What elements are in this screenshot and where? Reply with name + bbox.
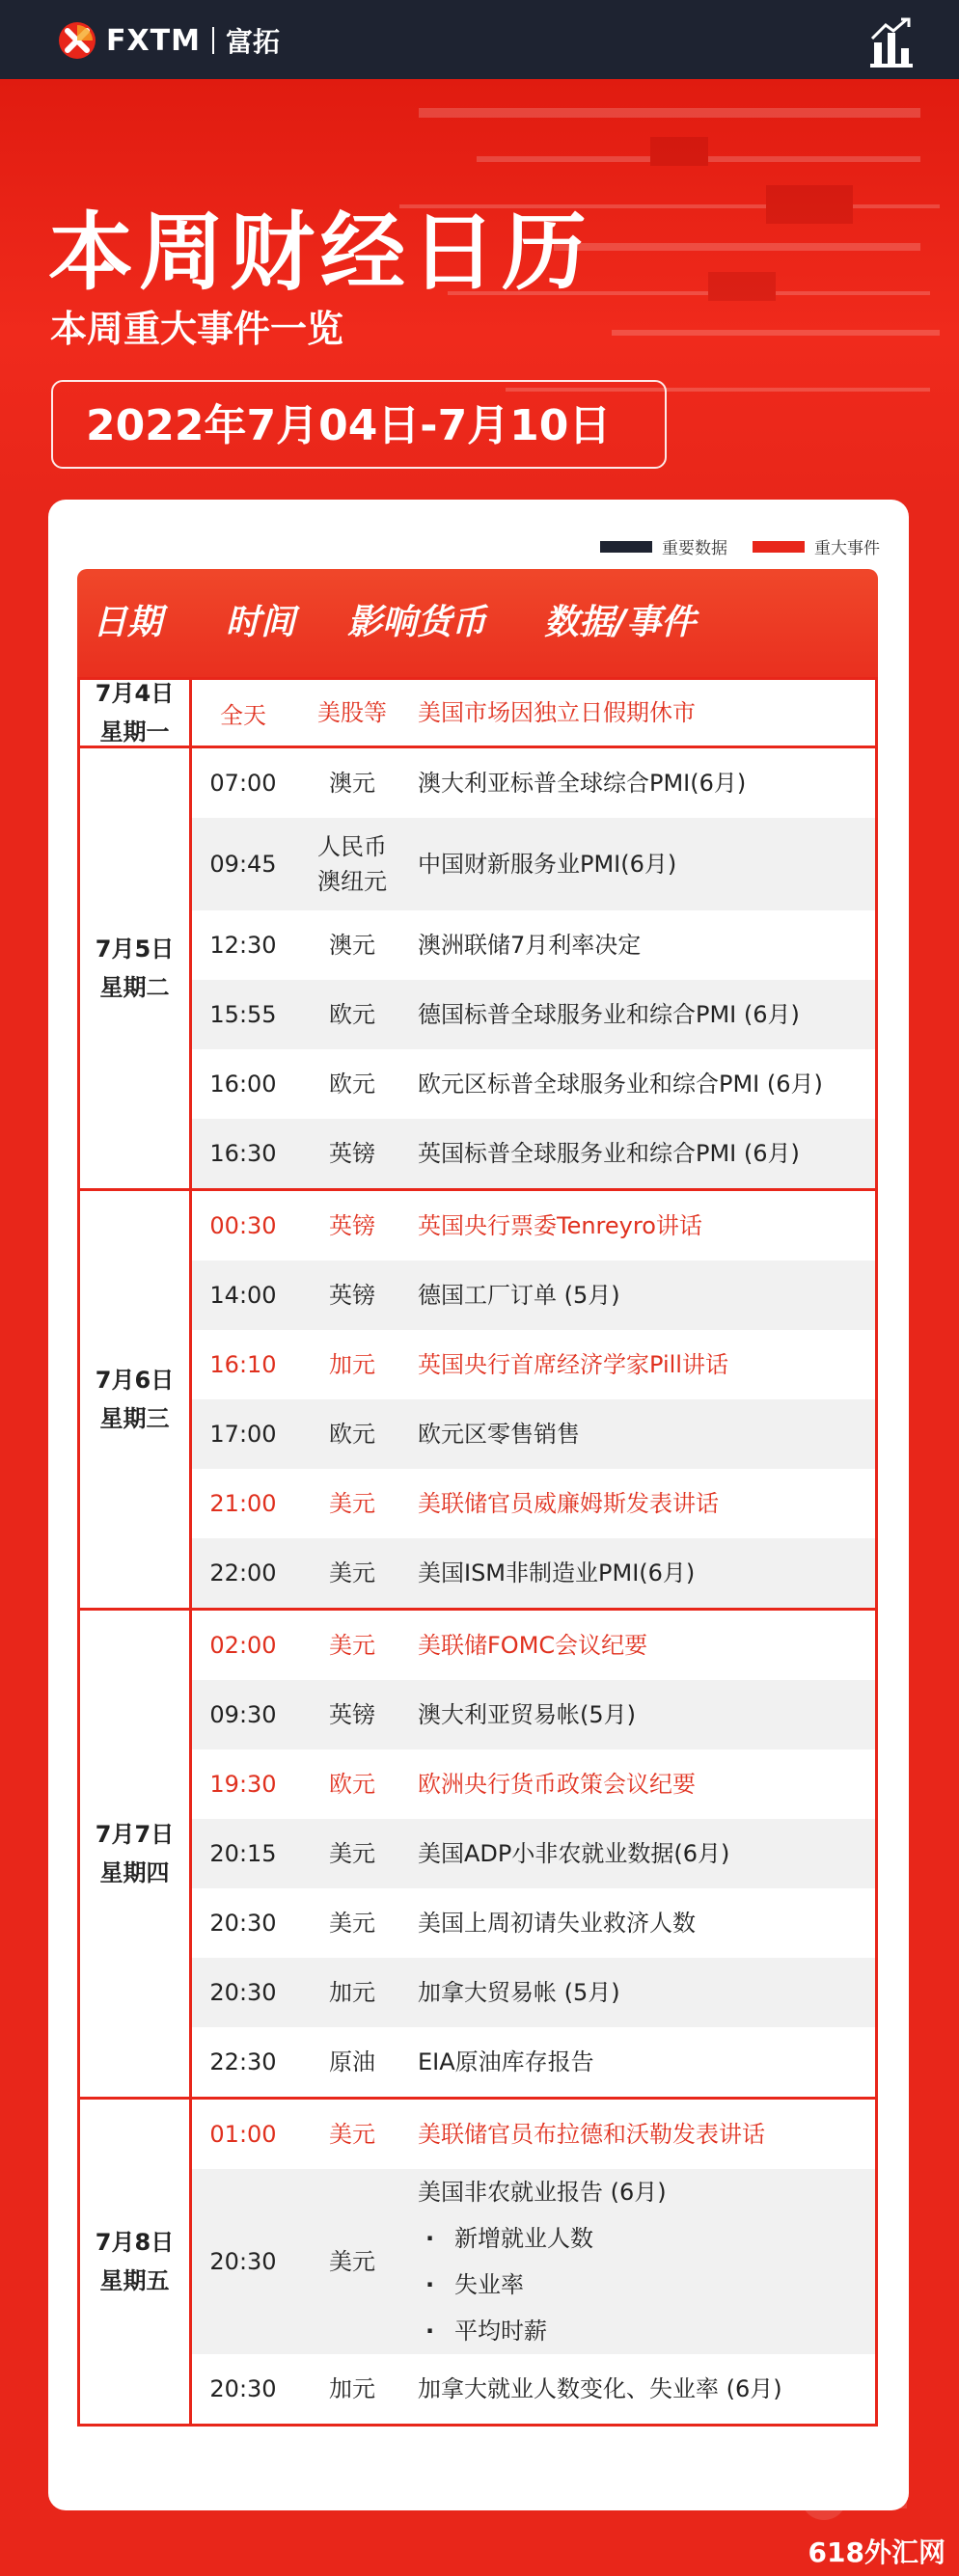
row-currency: 欧元 (329, 1071, 375, 1098)
row-event: 美联储FOMC会议纪要 (418, 1632, 648, 1659)
major-event-row (192, 1749, 875, 1819)
legend-swatch-major-event (753, 541, 805, 553)
row-currency: 美元 (329, 1840, 375, 1867)
major-event-row (192, 1611, 875, 1680)
row-time: 全天 (220, 701, 266, 729)
major-event-row (192, 680, 875, 746)
row-currency: 美股等 (317, 699, 387, 726)
row-time: 16:10 (209, 1351, 277, 1378)
row-time: 21:00 (209, 1490, 277, 1517)
row-currency: 美元 (329, 2248, 375, 2275)
row-currency: 欧元 (329, 1001, 375, 1028)
day-group (77, 1191, 878, 1611)
fxtm-logo-mark-icon (58, 21, 96, 60)
page-title: 本周财经日历 (48, 203, 593, 302)
row-event: 欧元区零售销售 (418, 1421, 580, 1448)
date-range-badge: 2022年7月04日-7月10日 (51, 380, 667, 469)
row-event: 美国上周初请失业救济人数 (418, 1910, 696, 1937)
row-time: 02:00 (209, 1632, 277, 1659)
row-currency: 英镑 (329, 1140, 375, 1167)
legend-swatch-important-data (600, 541, 652, 553)
row-time: 20:30 (209, 1910, 277, 1937)
row-event: 美国ADP小非农就业数据(6月) (418, 1840, 730, 1867)
row-time: 19:30 (209, 1771, 277, 1798)
row-event: 英国央行首席经济学家Pill讲话 (418, 1351, 728, 1378)
header-time: 时间 (226, 603, 296, 642)
row-currency: 澳元 (329, 770, 375, 797)
row-time: 22:30 (209, 2048, 277, 2075)
day-date: 7月7日 (95, 1821, 175, 1848)
day-weekday: 星期五 (99, 2267, 170, 2294)
row-event: 加拿大就业人数变化、失业率 (6月) (418, 2375, 782, 2402)
row-currency: 美元 (329, 2121, 375, 2148)
bar-chart-icon (864, 15, 918, 69)
day-weekday: 星期二 (99, 974, 170, 1001)
row-time: 20:30 (209, 2248, 277, 2275)
legend-label-major-event: 重大事件 (814, 539, 880, 558)
watermark-logo-icon (795, 2468, 911, 2526)
row-event: 加拿大贸易帐 (5月) (418, 1979, 620, 2006)
row-event: 欧洲央行货币政策会议纪要 (418, 1771, 696, 1798)
data-row (192, 1049, 875, 1119)
brand-name-cn: 富拓 (225, 26, 280, 58)
bullet-dot: · (425, 2318, 435, 2345)
row-time: 09:45 (209, 851, 277, 878)
major-event-row (192, 1191, 875, 1261)
header-date: 日期 (93, 603, 163, 642)
row-event: 美国市场因独立日假期休市 (418, 699, 696, 726)
major-event-row (192, 1330, 875, 1399)
day-weekday: 星期四 (99, 1859, 170, 1886)
day-date: 7月5日 (95, 935, 175, 963)
bullet-dot: · (425, 2271, 435, 2298)
day-group (77, 748, 878, 1191)
row-event: 德国标普全球服务业和综合PMI (6月) (418, 1001, 800, 1028)
day-cell (80, 1611, 192, 2097)
day-weekday: 星期一 (99, 719, 170, 746)
data-row (192, 1680, 875, 1749)
row-event: 美国ISM非制造业PMI(6月) (418, 1559, 696, 1586)
row-currency: 原油 (329, 2048, 375, 2075)
header-currency: 影响货币 (347, 603, 487, 642)
event-bullet-item (418, 2308, 875, 2354)
legend-label-important-data: 重要数据 (662, 539, 727, 558)
event-bullet-item (418, 2215, 875, 2262)
data-row (192, 1819, 875, 1888)
row-event: 英国央行票委Tenreyro讲话 (418, 1212, 702, 1239)
row-currency: 澳元 (329, 932, 375, 959)
bullet-text: 平均时薪 (454, 2318, 547, 2345)
row-currency: 美元 (329, 1632, 375, 1659)
brand-name: FXTM (106, 23, 201, 58)
row-currency: 加元 (329, 1979, 375, 2006)
data-row (192, 910, 875, 980)
row-event: 澳大利亚标普全球综合PMI(6月) (418, 770, 747, 797)
row-event-title: 美国非农就业报告 (6月) (418, 2179, 667, 2206)
row-time: 22:00 (209, 1559, 277, 1586)
row-time: 20:15 (209, 1840, 277, 1867)
fxtm-logo[interactable] (58, 21, 280, 60)
row-event: 美联储官员布拉德和沃勒发表讲话 (418, 2121, 765, 2148)
row-event: 欧元区标普全球服务业和综合PMI (6月) (418, 1071, 823, 1098)
data-row (192, 2027, 875, 2097)
row-currency: 英镑 (329, 1212, 375, 1239)
row-currency: 加元 (329, 2375, 375, 2402)
header-event: 数据/事件 (544, 603, 697, 642)
row-currency: 欧元 (329, 1421, 375, 1448)
data-row (192, 1119, 875, 1188)
table-body (77, 677, 878, 2427)
data-row (192, 1399, 875, 1469)
row-time: 07:00 (209, 770, 277, 797)
row-event: 澳大利亚贸易帐(5月) (418, 1701, 636, 1728)
bullet-dot: · (425, 2225, 435, 2252)
day-weekday: 星期三 (99, 1405, 170, 1432)
bullet-text: 新增就业人数 (454, 2225, 593, 2252)
data-row (192, 1261, 875, 1330)
legend (575, 534, 880, 558)
data-row (192, 1958, 875, 2027)
data-row (192, 1538, 875, 1608)
row-time: 12:30 (209, 932, 277, 959)
major-event-row (192, 2100, 875, 2169)
row-event: 德国工厂订单 (5月) (418, 1282, 620, 1309)
row-event: 英国标普全球服务业和综合PMI (6月) (418, 1140, 800, 1167)
page-subtitle: 本周重大事件一览 (50, 308, 344, 350)
row-time: 16:30 (209, 1140, 277, 1167)
row-currency: 美元 (329, 1910, 375, 1937)
row-time: 15:55 (209, 1001, 277, 1028)
day-cell (80, 2100, 192, 2424)
row-time: 01:00 (209, 2121, 277, 2148)
row-time: 09:30 (209, 1701, 277, 1728)
row-currency: 美元 (329, 1559, 375, 1586)
row-time: 20:30 (209, 1979, 277, 2006)
watermark-text: 618外汇网 (808, 2536, 945, 2568)
day-date: 7月6日 (95, 1367, 175, 1394)
day-group (77, 1611, 878, 2100)
row-event (410, 2169, 875, 2354)
row-currency: 欧元 (329, 1771, 375, 1798)
row-currency: 美元 (329, 1490, 375, 1517)
row-time: 00:30 (209, 1212, 277, 1239)
event-bullet-item (418, 2262, 875, 2308)
row-currency: 英镑 (329, 1701, 375, 1728)
row-currency: 人民币 澳纽元 (317, 833, 387, 895)
day-date: 7月4日 (95, 680, 175, 707)
row-time: 14:00 (209, 1282, 277, 1309)
day-group (77, 677, 878, 748)
data-row (192, 2169, 875, 2354)
data-row (192, 2354, 875, 2424)
logo-divider (212, 27, 214, 54)
day-cell (80, 680, 192, 746)
calendar-card (48, 500, 909, 2510)
major-event-row (192, 1469, 875, 1538)
row-event: EIA原油库存报告 (418, 2048, 594, 2075)
top-bar (0, 0, 959, 79)
day-cell (80, 748, 192, 1188)
data-row (192, 1888, 875, 1958)
row-event: 美联储官员威廉姆斯发表讲话 (418, 1490, 719, 1517)
row-event: 中国财新服务业PMI(6月) (418, 851, 677, 878)
table-header (77, 569, 878, 677)
row-currency: 加元 (329, 1351, 375, 1378)
day-date: 7月8日 (95, 2229, 175, 2256)
hero-banner (0, 79, 959, 503)
day-group (77, 2100, 878, 2427)
data-row (192, 980, 875, 1049)
row-time: 17:00 (209, 1421, 277, 1448)
row-time: 20:30 (209, 2375, 277, 2402)
row-time: 16:00 (209, 1071, 277, 1098)
data-row (192, 748, 875, 818)
day-cell (80, 1191, 192, 1608)
data-row (192, 818, 875, 910)
row-event: 澳洲联储7月利率决定 (418, 932, 642, 959)
bullet-text: 失业率 (454, 2271, 524, 2298)
row-currency: 英镑 (329, 1282, 375, 1309)
